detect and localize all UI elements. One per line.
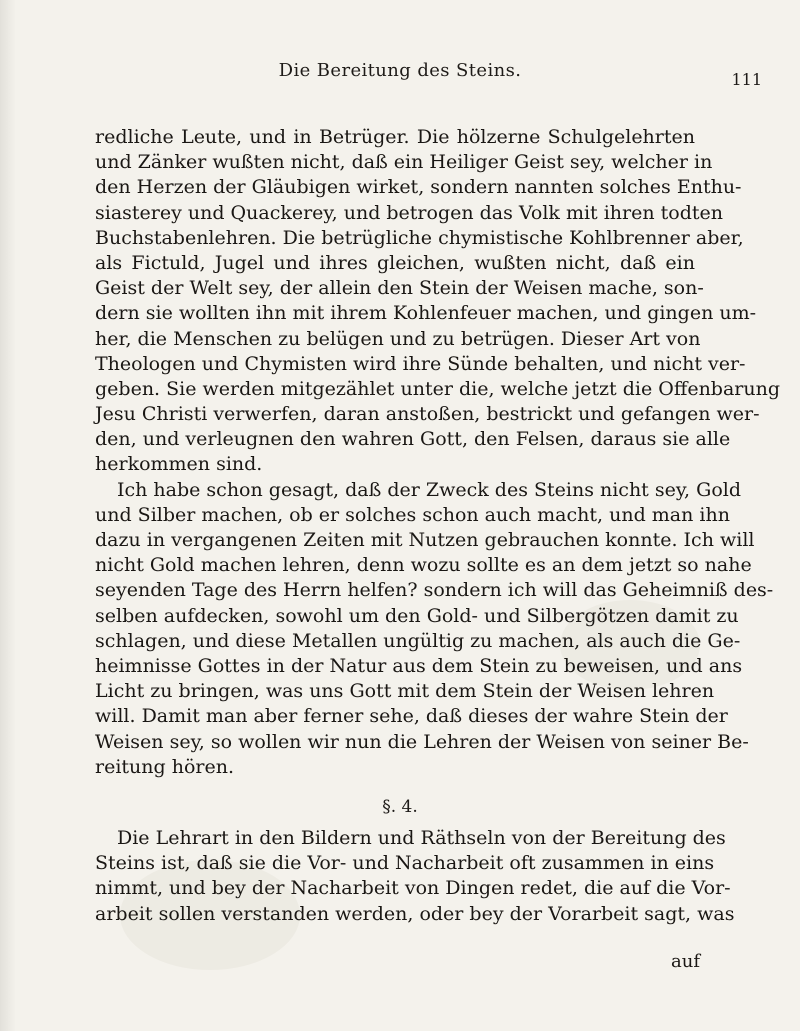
running-title: Die Bereitung des Steins. — [278, 60, 522, 81]
text-line: Geist der Welt sey, der allein den Stein der Weisen mache, son- — [95, 277, 704, 300]
text-line: Ich habe schon gesagt, daß der Zweck des Steins nicht sey, Gold — [117, 478, 741, 501]
text-line: Weisen sey, so wollen wir nun die Lehren der Weisen von seiner Be- — [95, 730, 749, 753]
body-text — [95, 125, 781, 780]
text-line: will. Damit man aber ferner sehe, daß dieses der wahre Stein der — [95, 705, 728, 728]
text-line: dazu in vergangenen Zeiten mit Nutzen gebrauchen konnte. Ich will — [95, 529, 755, 551]
text-line: Die Lehrart in den Bildern und Räthseln von der Bereitung des — [117, 827, 726, 849]
text-line: her, die Menschen zu belügen und zu betrügen. Dieser Art von — [95, 327, 701, 350]
text-line: geben. Sie werden mitgezählet unter die, welche jetzt die Offenbarung — [95, 377, 781, 400]
catchword: auf — [671, 951, 700, 972]
page-number: 111 — [731, 70, 762, 89]
section-heading: §. 4. — [382, 797, 418, 817]
text-line: heimnisse Gottes in der Natur aus dem Stein zu beweisen, und ans — [95, 654, 743, 677]
text-line: Theologen und Chymisten wird ihre Sünde behalten, und nicht ver- — [95, 352, 746, 375]
text-line: siasterey und Quackerey, und betrogen das Volk mit ihren todten — [95, 201, 724, 224]
paragraph — [95, 125, 781, 478]
text-line: redliche Leute, und in Betrüger. Die hölzerne Schulgelehrten — [95, 126, 695, 148]
text-line: selben aufdecken, sowohl um den Gold- und Silbergötzen damit zu — [95, 604, 739, 627]
text-line: nicht Gold machen lehren, denn wozu sollte es an dem jetzt so nahe — [95, 554, 752, 577]
text-line: Buchstabenlehren. Die betrügliche chymistische Kohlbrenner aber, — [95, 226, 744, 249]
text-line: nimmt, und bey der Nacharbeit von Dingen redet, die auf die Vor- — [95, 877, 731, 900]
text-line: Licht zu bringen, was uns Gott mit dem Stein der Weisen lehren — [95, 680, 715, 703]
text-line: den Herzen der Gläubigen wirket, sondern nannten solches Enthu- — [95, 176, 742, 199]
text-line: als Fictuld, Jugel und ihres gleichen, wußten nicht, daß ein — [95, 251, 695, 274]
paragraph — [95, 478, 774, 780]
text-line: Steins ist, daß sie die Vor- und Nacharbeit oft zusammen in eins — [95, 852, 715, 875]
text-line: seyenden Tage des Herrn helfen? sondern ich will das Geheimniß des- — [95, 579, 774, 602]
running-head — [110, 58, 762, 89]
page-gutter-shadow — [0, 0, 16, 1031]
section-text — [95, 826, 735, 927]
text-line: reitung hören. — [95, 755, 234, 778]
text-line: arbeit sollen verstanden werden, oder bey der Vorarbeit sagt, was — [95, 902, 735, 925]
text-line: dern sie wollten ihn mit ihrem Kohlenfeuer machen, und gingen um- — [95, 302, 757, 325]
text-line: schlagen, und diese Metallen ungültig zu machen, als auch die Ge- — [95, 629, 741, 652]
text-line: herkommen sind. — [95, 453, 263, 476]
text-line: Jesu Christi verwerfen, daran anstoßen, bestrickt und gefangen wer- — [95, 403, 760, 426]
text-line: den, und verleugnen den wahren Gott, den Felsen, daraus sie alle — [95, 428, 731, 451]
text-line: und Zänker wußten nicht, daß ein Heiliger Geist sey, welcher in — [95, 151, 713, 174]
text-line: und Silber machen, ob er solches schon auch macht, und man ihn — [95, 503, 730, 526]
